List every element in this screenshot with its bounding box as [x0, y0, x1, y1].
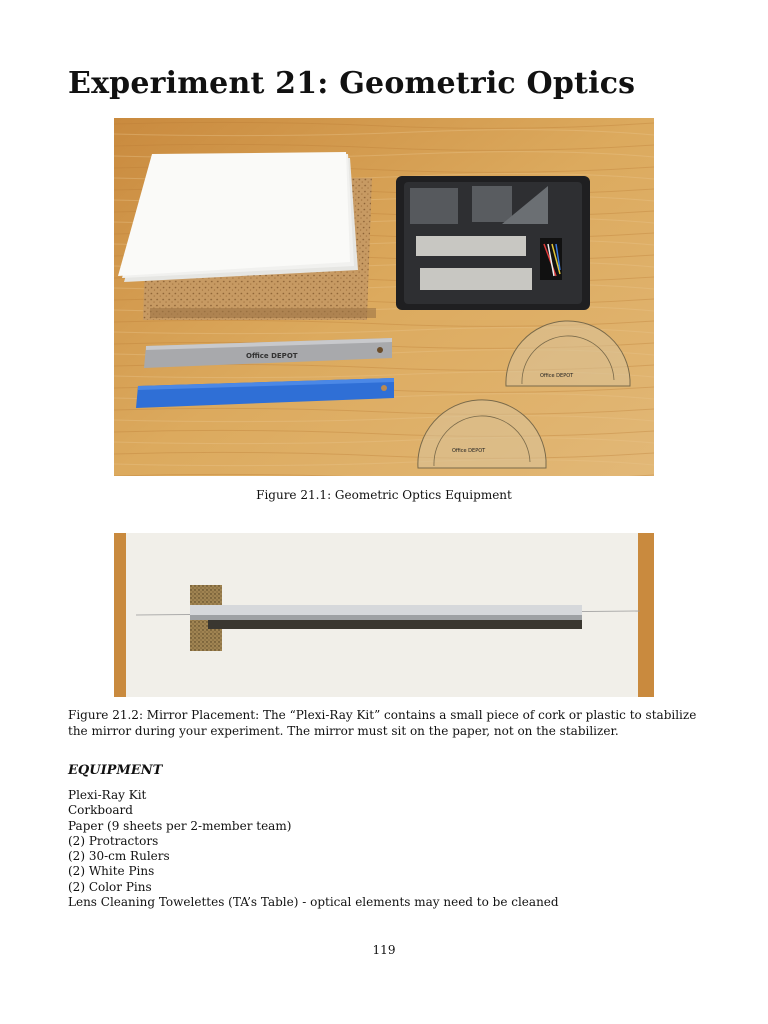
page-number: 119	[372, 943, 396, 957]
list-item: (2) White Pins	[68, 864, 155, 879]
protractor-2-brand: Office DEPOT	[452, 448, 486, 454]
figure-1-caption: Figure 21.1: Geometric Optics Equipment	[256, 488, 512, 502]
steel-ruler-brand: Office DEPOT	[246, 352, 298, 360]
figure-2-caption: Figure 21.2: Mirror Placement: The “Plexi-Ray Kit” contains a small piece of cork or plastic to stabilize the mirror during your experiment. The mirror must sit on the paper, not on the stabilizer.	[68, 708, 697, 738]
figure-mirror-placement-photo	[114, 533, 654, 697]
figure-equipment-photo	[114, 118, 654, 476]
list-item: (2) Color Pins	[68, 879, 152, 894]
equipment-heading: EQUIPMENT	[68, 763, 163, 778]
mirror	[190, 605, 582, 615]
list-item: Lens Cleaning Towelettes (TA’s Table) - optical elements may need to be cleaned	[68, 895, 559, 910]
list-item: (2) 30-cm Rulers	[68, 849, 170, 864]
equipment-list	[68, 788, 559, 910]
plexi-ray-kit	[396, 176, 590, 310]
page-title: Experiment 21: Geometric Optics	[68, 66, 636, 101]
list-item: Corkboard	[68, 803, 133, 818]
paper-stack	[118, 152, 358, 282]
list-item: Plexi-Ray Kit	[68, 788, 147, 802]
list-item: Paper (9 sheets per 2-member team)	[68, 818, 292, 833]
protractor-1-brand: Office DEPOT	[540, 373, 574, 379]
list-item: (2) Protractors	[68, 833, 159, 848]
